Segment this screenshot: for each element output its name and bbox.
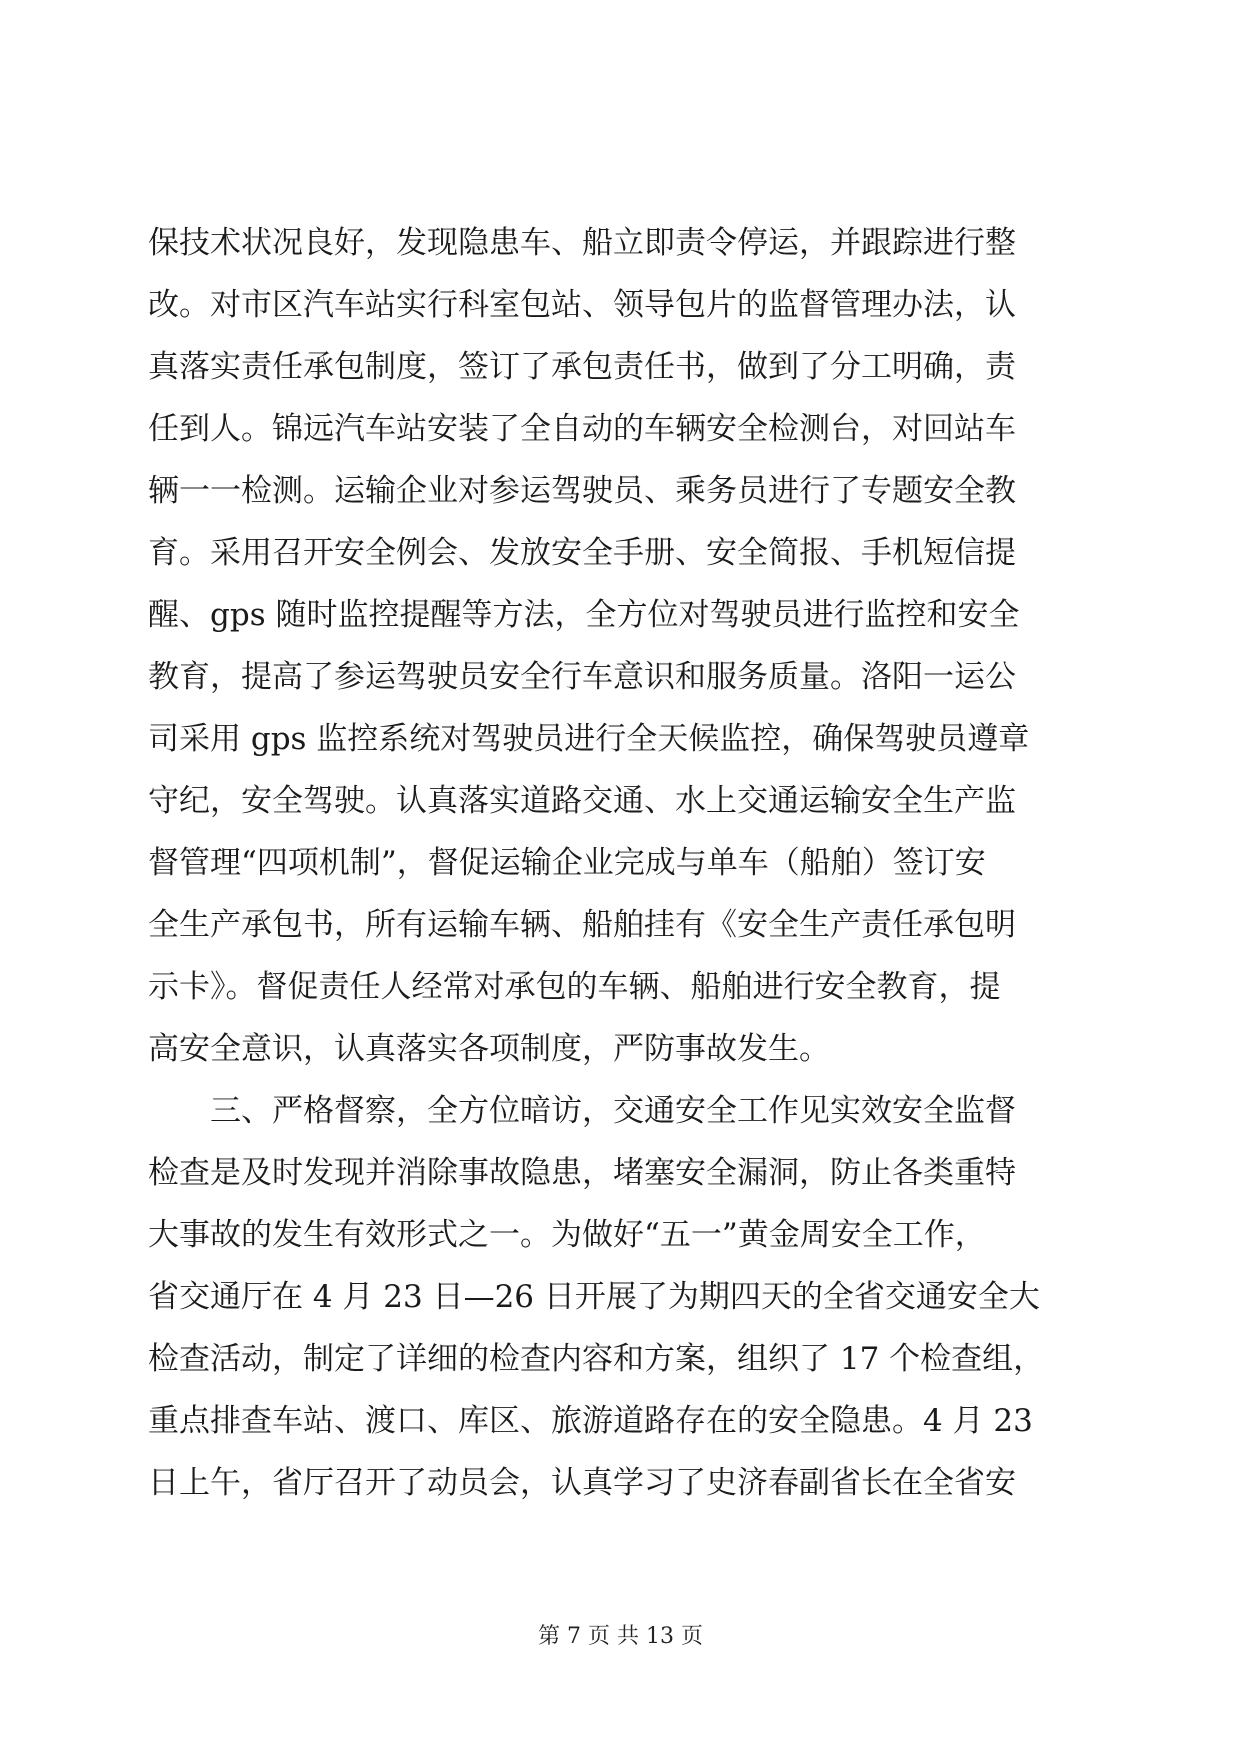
document-page: 保技术状况良好，发现隐患车、船立即责令停运，并跟踪进行整 改。对市区汽车站实行科室包站、领导包片的监督管理办法，认 真落实责任承包制度，签订了承包责任书，做到了分工明确，责 任到人。锦远汽车站安装了全自动的车辆安全检测台，对回站车 辆一一检测。运输企业对参运驾驶员、乘务员进行了专题安全教 育。采用召开安全例会、发放安全手册、安全简报、手机短信提 醒、gps 随时监控提醒等方法，全方位对驾驶员进行监控和安全 教育，提高了参运驾驶员安全行车意识和服务质量。洛阳一运公 司采用 gps 监控系统对驾驶员进行全天候监控，确保驾驶员遵章 守纪，安全驾驶。认真落实道路交通、水上交通运输安全生产监 督管理“四项机制”，督促运输企业完成与单车（船舶）签订安 全生产承包书，所有运输车辆、船舶挂有《安全生产责任承包明 示卡》。督促责任人经常对承包的车辆、船舶进行安全教育，提 高安全意识，认真落实各项制度，严防事故发生。 三、严格督察，全方位暗访，交通安全工作见实效安全监督 检查是及时发现并消除事故隐患，堵塞安全漏洞，防止各类重特 大事故的发生有效形式之一。为做好“五一”黄金周安全工作， 省交通厅在 4 月 23 日—26 日开展了为期四天的全省交通安全大 检查活动，制定了详细的检查内容和方案，组织了 17 个检查组， 重点排查车站、渡口、库区、旅游道路存在的安全隐患。4 月 23 日上午，省厅召开了动员会，认真学习了史济春副省长在全省安 第 7 页 共 13 页 [0,0,1241,1754]
page-number-footer: 第 7 页 共 13 页 [538,1624,703,1649]
